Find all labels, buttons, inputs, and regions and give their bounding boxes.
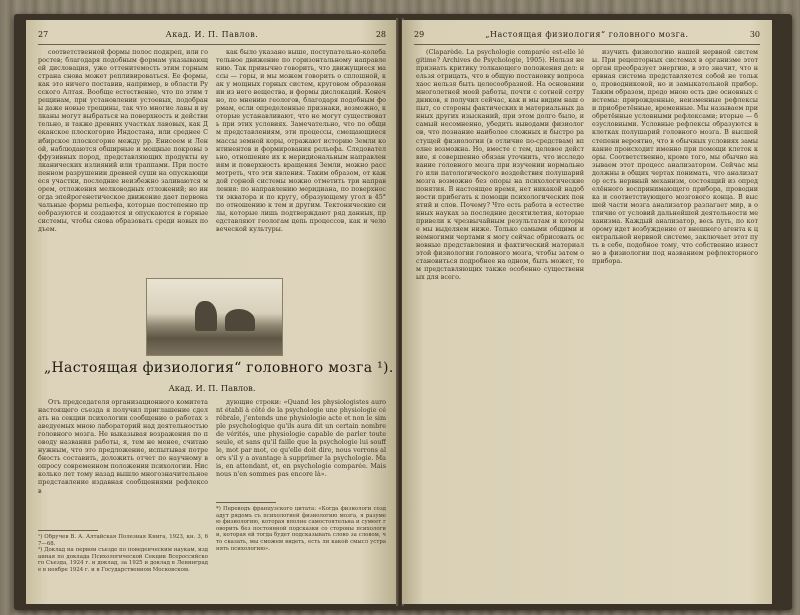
footnote-2: ²) Доклад на первом съезде по поведенческим наукам, изданная по доклада Психологической Секции Всероссийского Съезда, 1924 г. и доклад, за 1925 и доклад в Ленинграде в ноябре 1924 г. и в Государственном Московском. — [38, 547, 208, 573]
right-page-number-right: 30 — [749, 30, 760, 39]
footnotes-left — [38, 534, 208, 598]
body-column-1 — [38, 398, 208, 526]
right-column-1 — [416, 48, 584, 593]
left-page-number-alt: 28 — [375, 30, 386, 39]
left-column-1 — [38, 48, 208, 273]
right-page — [402, 20, 772, 604]
left-column-2-text: как было указано выше, поступательно-колебательное движение по горизонтальному направлению. Так привычно говорить, что движущиеся массы — горы, и мы можем говорить о сплошной, как у мощных горных систем, круговом образовании из него вещества, и формы дислокаций. Конечно, по мнению геологов, благодаря подобным формам, если определенные признаки, возможно, которые устанавливают, что не могут существовать при этих условиях. Замечательно, что по общим представлениям, эти процессы, смещающиеся массы земной коры, отражают историю Земли континентов и формирования рельефа. Следовательно, отношение их к меридиональным направлениям и поверхность вращения Земли, можно рассмотреть, что эти явления. Таким образом, от каждой горной системы можно отметить три направления: по направлению меридиана, по поверхности экватора и по кругу, образующему угол в 45° по отношению к тем и другим. Тектонические силы, которые лишь подтверждают ряд данных, представляют геологам цепь процессов, как и человеческой культуры. — [216, 48, 386, 234]
left-page — [26, 20, 398, 604]
right-page-number-left: 29 — [414, 30, 425, 39]
left-running-head — [38, 30, 386, 45]
body-column-2 — [216, 398, 386, 498]
right-running-title: „Настоящая физиология“ головного мозга. — [485, 30, 689, 39]
photo-rock-left — [195, 301, 217, 331]
landscape-photo — [146, 278, 283, 356]
article-author: Акад. И. П. Павлов. — [168, 383, 256, 393]
right-column-1-text: (Claparède. La psychologie comparée est-elle légitime? Archives de Psychologie, 1905). Нельзя не признать критику толкающего положения дел: нельзя отрицать, что в общую постановку вопроса хаос нельзя быть целесообразной. На основании многолетней моей работы, почти с сотней сотрудников, я получил сейчас, как и мы видим наш опыт, со стороны фактических и материальных данных других изысканий, при этом долго было, и самый несомненно, убедить выводами физиологов, что познание наиболее сложных и быстро растущей физиологии (в отличие по-средствам) вполне возможна. Но, вместе с тем, целевое действие, я совершенно обязан уточнить, что исследование головного мозга при изучении нормального или патологического воздействия полушарий мозга возможно без опоры на психологические понятия. В настоящее время, нет никакой надобности прибегать к помощи психологических понятий и слов. Почему? Что есть работа в естественных науках за последние десятилетия, которые привели к чрезвычайным результатам и которые мы выделяем ниже. Только самыми общими и немногими чертами я могу сейчас обрисовать основные представления и фактический материал этой физиологии головного мозга, чтобы затем остановиться подробнее на одном, быть может, тем представляющих также особенно существенных для всего. — [416, 48, 584, 282]
footnote-rule-right — [216, 502, 276, 503]
body-column-2-text: дующие строки: «Quand les physiologistes auront établi à côté de la psychologie une physiologie cérébrale, j'entends une physiologie acte et non le simple psychologique qu'ils aura dit un certain nombre de vérités, une physiologie capable de parler toute seule, et sans qu'il faille que la psychologie lui souffle, mot par mot, ce qu'elle doit dire, nous verrons alors s'il y a avantage à supprimer la psychologie. Mais, en attendant, et, en psychologie comparée. Mais nous n'en sommes pas encore là». — [216, 398, 386, 479]
right-running-head — [414, 30, 760, 45]
footnote-translation — [216, 506, 386, 596]
left-column-2 — [216, 48, 386, 273]
right-column-2-text: изучить физиологию нашей нервной системы. При рецепторных системах в организме этот орган преобразует энергию, в это значит, что нервная система представляется собой не только, проводниковой, но и замыкательной прибор. Таким образом, предо мною есть две основных системы: прирожденные, неизменные рефлексы и приобретённые, временные. Мы называем приобретённые условными рефлексами; вторые — безусловными. Условные рефлексы образуются в клетках полушарий головного мозга. В высшей степени вероятно, что в обычных условиях замыкание происходит именно при помощи клеток коры. Соответственно, кроме того, мы обычно называем этот процесс анализатором. Сейчас мы должны в общих чертах понимать, что анализатор есть нервный механизм, состоящий из определённого воспринимающего прибора, проводника и соответствующего мозгового конца. В высшей части мозга анализатор разлагает мир, в отличие от условий дальнейшей деятельности механизма. Каждый анализатор, весь путь, по которому идет возбуждение от внешнего агента к центральной нервной системе, заключает этот путь в себе, подобное тому, что собственно известно в физиологии под названием рефлекторного прибора. — [592, 48, 758, 266]
left-column-1-text: соответственной формы полос подкреп, или горостев; благодаря подобным формам указывающей дисловация, уже оттенитемость этим горным страна снова может репливироваться. Ее формы, как это ничего поставив, например, в области Русского Алтая. Вообще естественно, что по этим трещинам, при установлении устоевых, подобраны даже новые трещины, так что многие лавы и вулканы могут выбраться на поверхность и действительно, и также древних участках лавовых, как Деканское плоскогорие Индостана, или среднее Сибирское плоскогорие между рр. Енисеем и Леной, наблюдаются обширные и мощные покровы эффузивных пород, представляющих продукты вулканических излияний или траппами. При постепенном разрушении древней суши на опускающиеся участки, последние неизбежно заливаются морем, отложения мелководных отложений; но иногда эпейрогенетическое движение дает первоначальные формы рельефа, которые постепенно преобразуются и создаются и опускаются в горные системы, чтобы снова образовать среди новых подъем. — [38, 48, 208, 234]
left-running-title: Акад. И. П. Павлов. — [165, 30, 259, 39]
article-title: „Настоящая физиология“ головного мозга ¹). — [44, 360, 394, 376]
footnote-1: ¹) Обручев В. А. Алтайская Полезная Книга, 1923, кн. 3, 67—68. — [38, 534, 208, 547]
body-column-1-text: Отъ председателя организационного комитета настоящего съезда я получил приглашение сделать на секции психологии сообщение о работах заведуемых мною лабораторий над деятельностью головного мозга. Не выказывая возражения по поводу названия работы, я, тем не менее, считаю нужным, что это предложение, испытывая потребность составить, доложить отчет по научному вопросу современном положении психологии. Нисколько лет тому назад вышло многозначительное представление издавная сообщениями рефлексов — [38, 398, 208, 495]
footnote-translation-text: *) Переводъ французского цитата: «Когда физиологи создадут рядомъ съ психологией физиологию мозга, я разумею физиологию, которая вполне самостоятельна и сумеет говорить без постоянной подсказки со стороны психологии, которая ей тогда будет подсказывать слово за словом, что сказать, мы сможем видеть, есть ли какой смысл устранять психологию». — [216, 506, 386, 552]
footnote-rule — [38, 530, 98, 531]
left-page-number: 27 — [38, 30, 49, 39]
right-column-2 — [592, 48, 758, 593]
photo-rock-right — [225, 309, 255, 331]
